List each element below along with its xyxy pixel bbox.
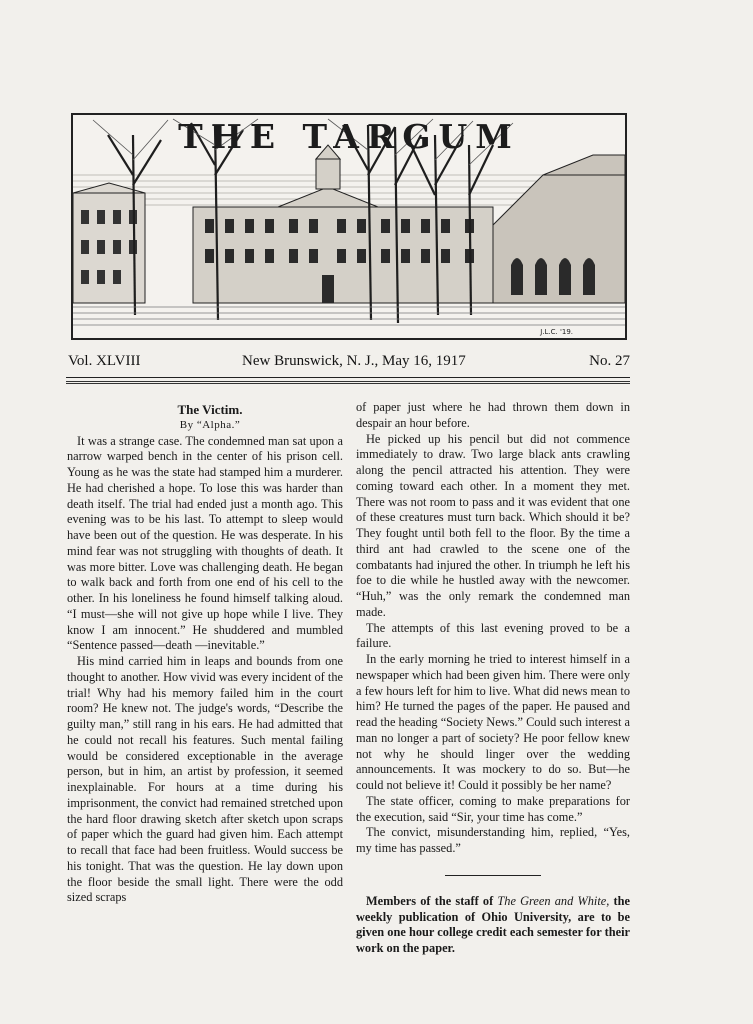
article-paragraph: The attempts of this last evening proved to be a failure.	[356, 620, 630, 651]
article-paragraph: of paper just where he had thrown them down in despair an hour before.	[356, 400, 630, 430]
article-paragraph: His mind carried him in leaps and bounds from one thought to another. How vivid was every incident of the trial! Why had his memory failed him in the court room? He knew not. The judge's words, “Describe the guilty man,” still rang in his ears. He had admitted that he could not recall his features. Such mental failing would be considered exceptionable in the average person, but in him, an artist by profession, it seemed inexplainable. For hours at a time during his imprisonment, the convict had remained stretched upon the hard floor drawing sketch after sketch upon scraps of paper which the guard had given him. Each attempt to recall that face had been fruitless. Would success be his tonight. That was the question. He lay down upon the floor beside the small light. There were the odd sized scraps	[67, 654, 343, 905]
note-after: the weekly publication of Ohio University, are to be given one hour college credit each semester for their work on the paper.	[356, 893, 630, 955]
section-separator	[445, 875, 541, 876]
dateline	[66, 353, 630, 375]
article-paragraph: In the early morning he tried to interest himself in a newspaper which had been given him. There were only a few hours left for him to live. What did news mean to him? He turned the pages of the paper. He paused and read the heading “Society News.” Could such interest a man no longer a part of society? He poor fellow knew not why he should linger over the wedding announcements. It was mockery to do so. But—he could not believe it! Could it possibly be her name?	[356, 652, 630, 792]
masthead-illustration	[71, 113, 627, 340]
article-paragraph: The convict, misunderstanding him, replied, “Yes, my time has passed.”	[356, 825, 630, 855]
article-paragraph: It was a strange case. The condemned man sat upon a narrow warped bench in the center of his prison cell. Young as he was the state had stamped him a murderer. He had cherished a hope. To lose this was harder than death itself. The trial had ended just a month ago. This evening was to be his last. To attempt to sleep would have been out of the question. He was desperate. In his mind fear was not struggling with thoughts of death. It was more bitter. Love was challenging death. He began to walk back and forth from one end of his cell to the other. In his loneliness he found himself talking aloud. “I must—she will not give up hope while I live. They know I am innocent.” He shuddered and mumbled “Sentence passed—death —inevitable.”	[67, 433, 343, 653]
issue-number: No. 27	[589, 353, 630, 369]
artist-signature: J.L.C. '19.	[540, 328, 573, 336]
masthead-title: THE TARGUM	[178, 117, 520, 156]
dateline-double-rule	[66, 381, 630, 384]
note-before: Members of the staff of	[366, 893, 498, 908]
dateline-rule	[66, 377, 630, 378]
news-note	[356, 894, 630, 957]
place-date: New Brunswick, N. J., May 16, 1917	[242, 353, 466, 369]
article-paragraph: The state officer, coming to make preparations for the execution, said “Sir, your time has come.”	[356, 793, 630, 824]
note-publication: The Green and White,	[497, 893, 610, 908]
article-paragraph: He picked up his pencil but did not commence immediately to draw. Two large black ants crawling along the pencil attracted his attention. They were coming toward each other. In a moment they met. There was not room to pass and it was evident that one of these creatures must turn back. Which should it be? They fought until both fell to the floor. By the time a third ant had crawled to the scene one of the combatants had injured the other. In triumph he left his foe to die while he hustled away with the newcomer. “Huh,” was the only remark the condemned man made.	[356, 431, 630, 619]
column-left	[67, 402, 343, 906]
column-right	[356, 400, 630, 957]
article-title: The Victim.	[177, 402, 243, 417]
article-byline: By “Alpha.”	[179, 418, 241, 431]
volume-label: Vol. XLVIII	[68, 353, 141, 369]
